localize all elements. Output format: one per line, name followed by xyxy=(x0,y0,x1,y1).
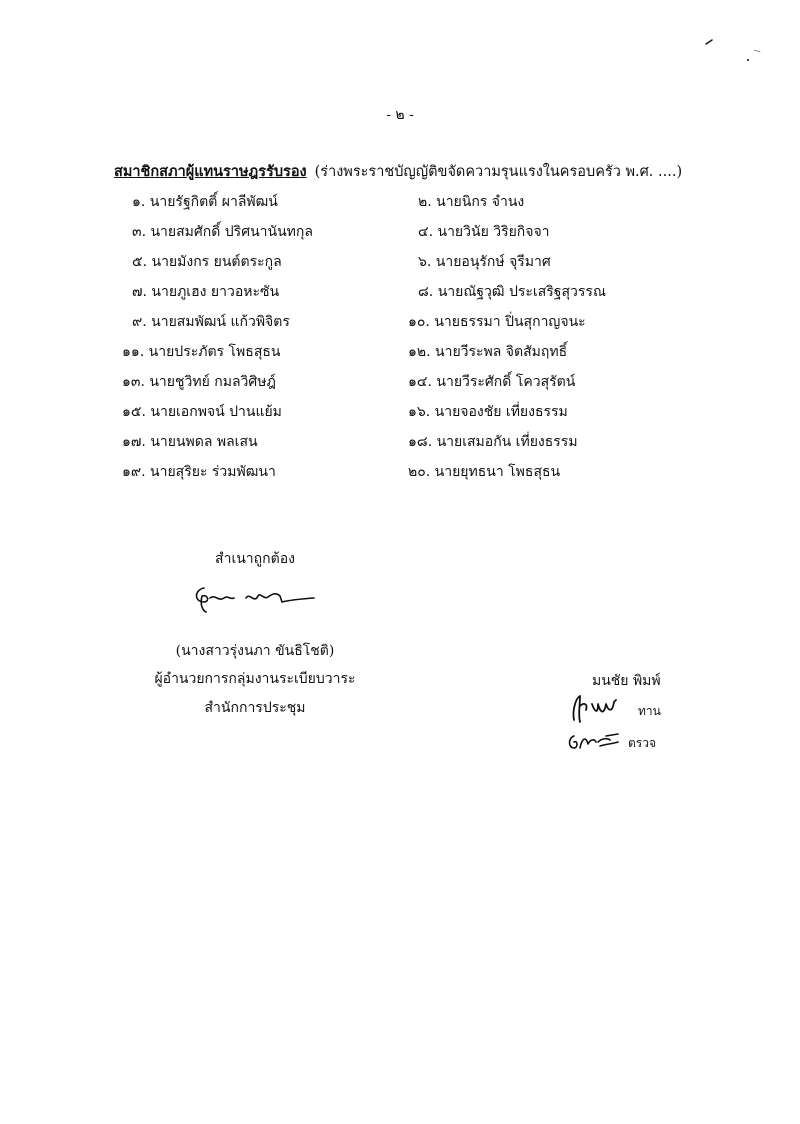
page-number: - ๒ - xyxy=(386,107,414,123)
member-item: ๑๖. นายจองชัย เที่ยงธรรม xyxy=(408,404,568,420)
signature-icon xyxy=(190,580,320,620)
member-item: ๑๒. นายวีระพล จิตสัมฤทธิ์ xyxy=(408,344,568,360)
member-item: ๑๘. นายเสมอกัน เที่ยงธรรม xyxy=(408,434,578,450)
typist-initials-icon xyxy=(568,692,634,726)
certifier-office: สำนักการประชุม xyxy=(204,700,306,716)
member-item: ๑. นายรัฐกิตติ์ ผาลีพัฒน์ xyxy=(132,194,278,210)
member-item: ๘. นายณัฐวุฒิ ประเสริฐสุวรรณ xyxy=(418,284,606,300)
typist-name: มนชัย พิมพ์ xyxy=(592,673,661,689)
member-item: ๑๕. นายเอกพจน์ ปานแย้ม xyxy=(122,404,282,420)
checker-initials-icon xyxy=(566,726,626,756)
member-item: ๓. นายสมศักดิ์ ปริศนานันทกุล xyxy=(132,224,313,240)
certifier-name: (นางสาวรุ่งนภา ขันธิโชติ) xyxy=(175,643,335,659)
member-item: ๑๐. นายธรรมา ปิ่นสุกาญจนะ xyxy=(408,314,586,330)
member-item: ๒. นายนิกร จำนง xyxy=(418,194,525,210)
member-item: ๑๔. นายวีระศักดิ์ โควสุรัตน์ xyxy=(408,374,576,390)
heading-subtitle: (ร่างพระราชบัญญัติขจัดความรุนแรงในครอบครัว พ.ศ. ....) xyxy=(314,164,683,180)
scan-mark-icon xyxy=(700,34,770,68)
member-item: ๑๑. นายประภัตร โพธสุธน xyxy=(122,344,281,360)
member-item: ๙. นายสมพัฒน์ แก้วพิจิตร xyxy=(132,314,290,330)
member-item: ๑๓. นายชูวิทย์ กมลวิศิษฎ์ xyxy=(122,374,276,390)
member-item: ๑๗. นายนพดล พลเสน xyxy=(122,434,258,450)
member-item: ๒๐. นายยุทธนา โพธสุธน xyxy=(408,464,561,480)
checked-label: ตรวจ xyxy=(628,736,657,750)
heading xyxy=(114,160,794,183)
member-item: ๕. นายมังกร ยนต์ตระกูล xyxy=(132,254,282,270)
typed-label: ทาน xyxy=(638,704,661,718)
member-item: ๖. นายอนุรักษ์ จุรีมาศ xyxy=(418,254,551,270)
certification-label: สำเนาถูกต้อง xyxy=(215,551,295,567)
member-item: ๗. นายภูเฮง ยาวอหะซัน xyxy=(132,284,280,300)
certifier-position: ผู้อำนวยการกลุ่มงานระเบียบวาระ xyxy=(154,671,356,687)
member-item: ๔. นายวินัย วิริยกิจจา xyxy=(418,224,550,240)
heading-title: สมาชิกสภาผู้แทนราษฎรรับรอง xyxy=(114,163,307,180)
member-item: ๑๙. นายสุริยะ ร่วมพัฒนา xyxy=(122,464,276,480)
